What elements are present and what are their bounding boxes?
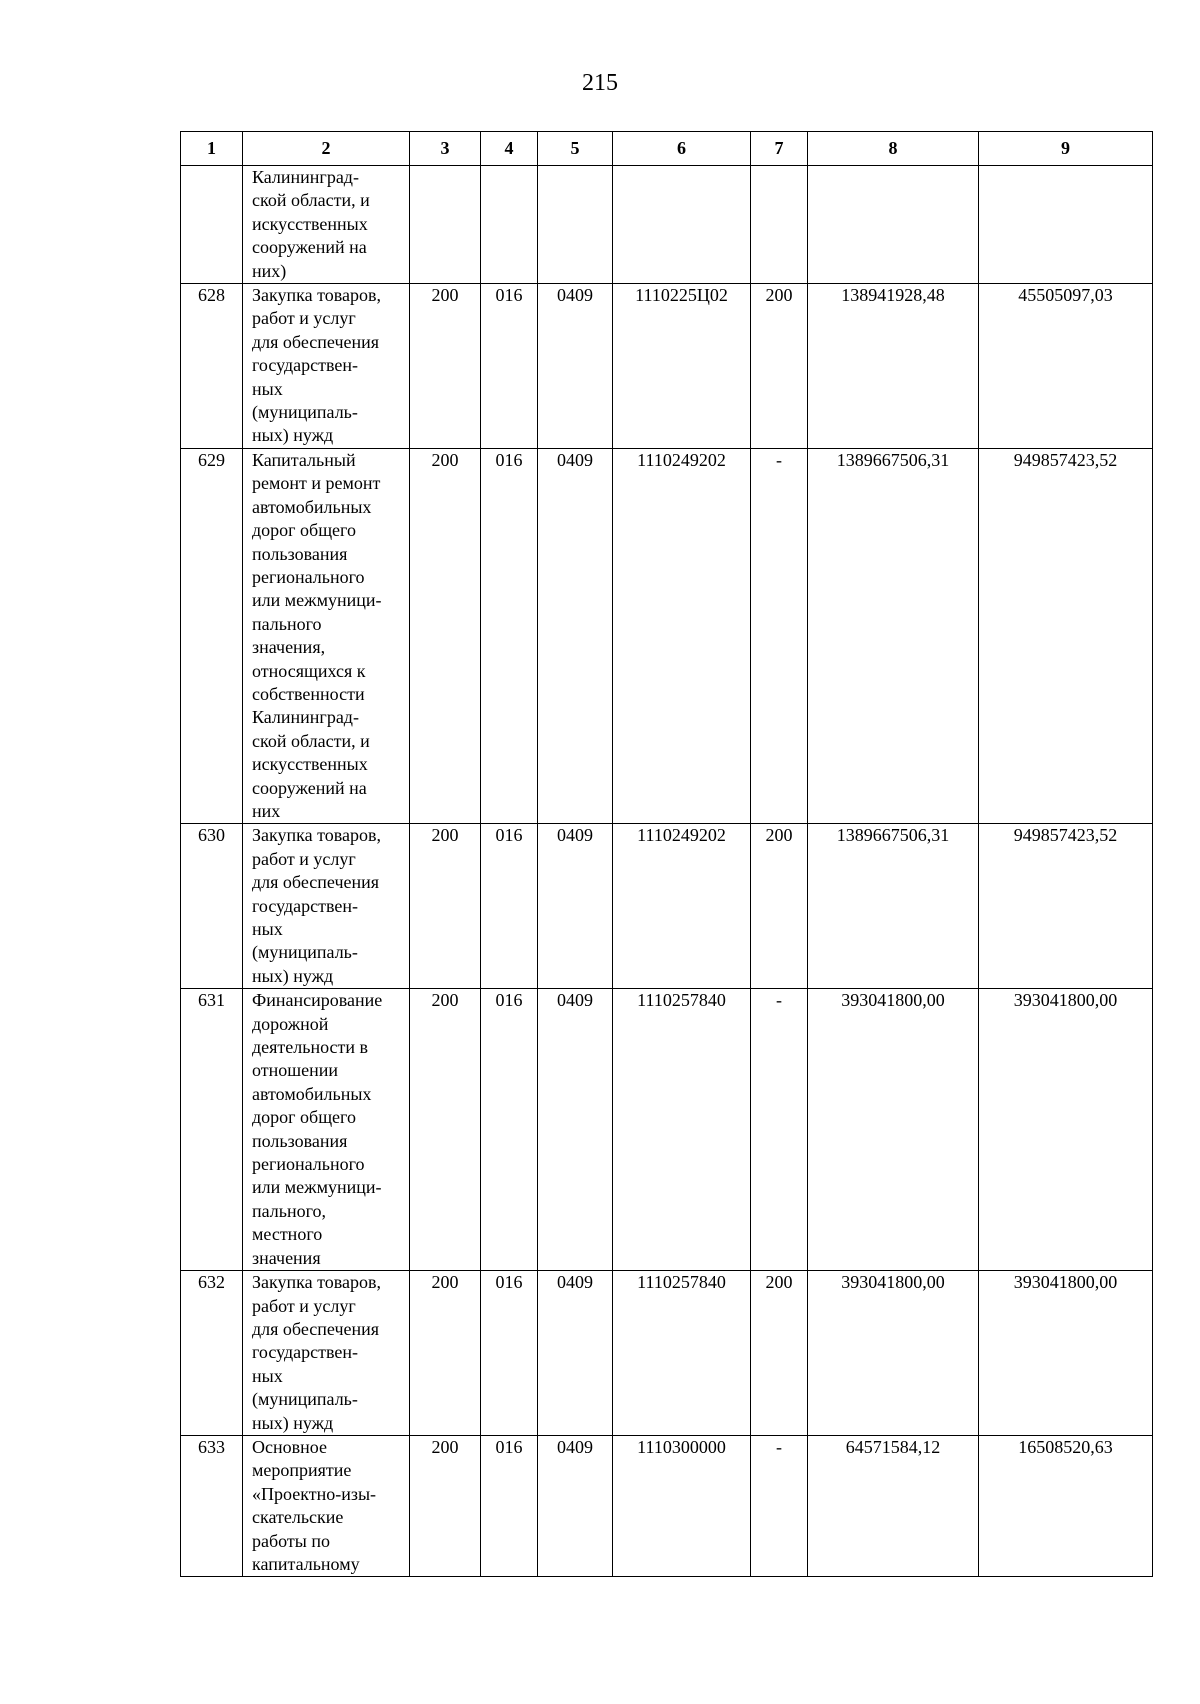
row-number: 631 bbox=[181, 989, 243, 1271]
table-row bbox=[181, 1271, 1153, 1436]
column-header: 2 bbox=[243, 132, 410, 166]
description-line: Капитальный bbox=[252, 449, 356, 470]
table-row bbox=[181, 166, 1153, 284]
description-line: ской области, и bbox=[252, 190, 370, 211]
cell-col-4: 016 bbox=[481, 284, 538, 449]
description-line: (муниципаль- bbox=[252, 402, 358, 423]
row-number: 630 bbox=[181, 824, 243, 989]
row-number: 632 bbox=[181, 1271, 243, 1436]
row-description bbox=[243, 1435, 410, 1576]
description-line: работ и услуг bbox=[252, 1295, 356, 1316]
column-header: 5 bbox=[538, 132, 613, 166]
description-line: пользования bbox=[252, 1130, 348, 1151]
cell-col-4 bbox=[481, 166, 538, 284]
cell-col-8: 64571584,12 bbox=[808, 1435, 979, 1576]
cell-col-9: 45505097,03 bbox=[979, 284, 1153, 449]
description-line: (муниципаль- bbox=[252, 942, 358, 963]
description-line: Закупка товаров, bbox=[252, 1272, 381, 1293]
cell-col-3: 200 bbox=[410, 824, 481, 989]
description-line: Калининград- bbox=[252, 167, 359, 187]
column-header: 6 bbox=[613, 132, 751, 166]
description-line: значения, bbox=[252, 637, 326, 658]
cell-col-7: - bbox=[751, 989, 808, 1271]
cell-col-6: 1110257840 bbox=[613, 1271, 751, 1436]
column-header: 1 bbox=[181, 132, 243, 166]
description-line: дорог общего bbox=[252, 1107, 356, 1128]
description-line: капитальному bbox=[252, 1553, 360, 1574]
cell-col-6: 1110257840 bbox=[613, 989, 751, 1271]
cell-col-7: - bbox=[751, 448, 808, 824]
row-number bbox=[181, 166, 243, 284]
description-line: пального bbox=[252, 613, 322, 634]
budget-table bbox=[180, 131, 1153, 1577]
table-body bbox=[181, 166, 1153, 1577]
description-line: дорог общего bbox=[252, 520, 356, 541]
cell-col-6: 1110249202 bbox=[613, 448, 751, 824]
cell-col-3: 200 bbox=[410, 1435, 481, 1576]
cell-col-5: 0409 bbox=[538, 989, 613, 1271]
row-description bbox=[243, 284, 410, 449]
cell-col-7: 200 bbox=[751, 284, 808, 449]
cell-col-9: 393041800,00 bbox=[979, 989, 1153, 1271]
row-description bbox=[243, 166, 410, 284]
row-description bbox=[243, 448, 410, 824]
description-line: работы по bbox=[252, 1530, 331, 1551]
cell-col-7: 200 bbox=[751, 824, 808, 989]
row-number: 633 bbox=[181, 1435, 243, 1576]
description-line: работ и услуг bbox=[252, 848, 356, 869]
cell-col-6: 1110300000 bbox=[613, 1435, 751, 1576]
description-line: Финансирование bbox=[252, 990, 383, 1011]
description-line: регионального bbox=[252, 566, 365, 587]
description-line: Основное bbox=[252, 1436, 327, 1457]
cell-col-8: 1389667506,31 bbox=[808, 824, 979, 989]
description-line: значения bbox=[252, 1247, 321, 1268]
table-row bbox=[181, 824, 1153, 989]
description-line: ных) нужд bbox=[252, 425, 334, 446]
description-line: сооружений на bbox=[252, 777, 367, 798]
cell-col-8: 138941928,48 bbox=[808, 284, 979, 449]
cell-col-8: 393041800,00 bbox=[808, 1271, 979, 1436]
description-line: деятельности в bbox=[252, 1037, 369, 1058]
row-number: 629 bbox=[181, 448, 243, 824]
cell-col-3: 200 bbox=[410, 1271, 481, 1436]
description-line: сооружений на bbox=[252, 237, 367, 258]
description-line: них) bbox=[252, 260, 287, 281]
cell-col-3: 200 bbox=[410, 448, 481, 824]
description-line: для обеспечения bbox=[252, 872, 380, 893]
cell-col-4: 016 bbox=[481, 448, 538, 824]
description-line: собственности bbox=[252, 683, 365, 704]
description-line: искусственных bbox=[252, 213, 368, 234]
cell-col-4: 016 bbox=[481, 824, 538, 989]
description-line: ремонт и ремонт bbox=[252, 473, 381, 494]
cell-col-5 bbox=[538, 166, 613, 284]
description-line: ных) нужд bbox=[252, 1412, 334, 1433]
description-line: Калининград- bbox=[252, 707, 359, 728]
cell-col-8: 1389667506,31 bbox=[808, 448, 979, 824]
cell-col-7 bbox=[751, 166, 808, 284]
description-line: скательские bbox=[252, 1507, 344, 1528]
description-line: или межмуници- bbox=[252, 590, 382, 611]
cell-col-5: 0409 bbox=[538, 448, 613, 824]
cell-col-5: 0409 bbox=[538, 284, 613, 449]
cell-col-4: 016 bbox=[481, 1271, 538, 1436]
column-header: 4 bbox=[481, 132, 538, 166]
description-line: Закупка товаров, bbox=[252, 825, 381, 846]
column-header: 7 bbox=[751, 132, 808, 166]
table-row bbox=[181, 989, 1153, 1271]
description-line: Закупка товаров, bbox=[252, 285, 381, 306]
column-header: 9 bbox=[979, 132, 1153, 166]
description-line: (муниципаль- bbox=[252, 1389, 358, 1410]
description-line: автомобильных bbox=[252, 496, 372, 517]
column-header: 3 bbox=[410, 132, 481, 166]
description-line: ных) нужд bbox=[252, 965, 334, 986]
cell-col-3: 200 bbox=[410, 284, 481, 449]
cell-col-6: 1110249202 bbox=[613, 824, 751, 989]
cell-col-8: 393041800,00 bbox=[808, 989, 979, 1271]
row-number: 628 bbox=[181, 284, 243, 449]
cell-col-3: 200 bbox=[410, 989, 481, 1271]
cell-col-5: 0409 bbox=[538, 1271, 613, 1436]
description-line: местного bbox=[252, 1224, 323, 1245]
cell-col-7: 200 bbox=[751, 1271, 808, 1436]
table-row bbox=[181, 284, 1153, 449]
row-description bbox=[243, 824, 410, 989]
description-line: «Проектно-изы- bbox=[252, 1483, 377, 1504]
description-line: автомобильных bbox=[252, 1083, 372, 1104]
cell-col-6 bbox=[613, 166, 751, 284]
cell-col-9 bbox=[979, 166, 1153, 284]
cell-col-6: 1110225Ц02 bbox=[613, 284, 751, 449]
row-description bbox=[243, 989, 410, 1271]
table-row bbox=[181, 448, 1153, 824]
cell-col-7: - bbox=[751, 1435, 808, 1576]
cell-col-3 bbox=[410, 166, 481, 284]
description-line: дорожной bbox=[252, 1013, 329, 1034]
header-row bbox=[181, 132, 1153, 166]
row-description bbox=[243, 1271, 410, 1436]
description-line: государствен- bbox=[252, 1342, 359, 1363]
description-line: ных bbox=[252, 919, 283, 939]
description-line: для обеспечения bbox=[252, 331, 380, 352]
cell-col-5: 0409 bbox=[538, 1435, 613, 1576]
description-line: или межмуници- bbox=[252, 1177, 382, 1198]
description-line: ской области, и bbox=[252, 730, 370, 751]
description-line: ных bbox=[252, 1365, 283, 1386]
description-line: регионального bbox=[252, 1154, 365, 1175]
cell-col-4: 016 bbox=[481, 989, 538, 1271]
column-header: 8 bbox=[808, 132, 979, 166]
description-line: относящихся к bbox=[252, 660, 366, 681]
description-line: государствен- bbox=[252, 355, 359, 376]
cell-col-9: 949857423,52 bbox=[979, 448, 1153, 824]
table-row bbox=[181, 1435, 1153, 1576]
cell-col-9: 393041800,00 bbox=[979, 1271, 1153, 1436]
description-line: мероприятие bbox=[252, 1460, 352, 1481]
page-number: 215 bbox=[582, 70, 618, 96]
description-line: для обеспечения bbox=[252, 1318, 380, 1339]
description-line: них bbox=[252, 800, 281, 821]
description-line: пользования bbox=[252, 543, 348, 564]
cell-col-8 bbox=[808, 166, 979, 284]
description-line: отношении bbox=[252, 1060, 339, 1081]
description-line: пального, bbox=[252, 1200, 327, 1221]
cell-col-9: 16508520,63 bbox=[979, 1435, 1153, 1576]
cell-col-9: 949857423,52 bbox=[979, 824, 1153, 989]
description-line: работ и услуг bbox=[252, 308, 356, 329]
cell-col-4: 016 bbox=[481, 1435, 538, 1576]
cell-col-5: 0409 bbox=[538, 824, 613, 989]
description-line: государствен- bbox=[252, 895, 359, 916]
description-line: ных bbox=[252, 378, 283, 399]
description-line: искусственных bbox=[252, 754, 368, 775]
